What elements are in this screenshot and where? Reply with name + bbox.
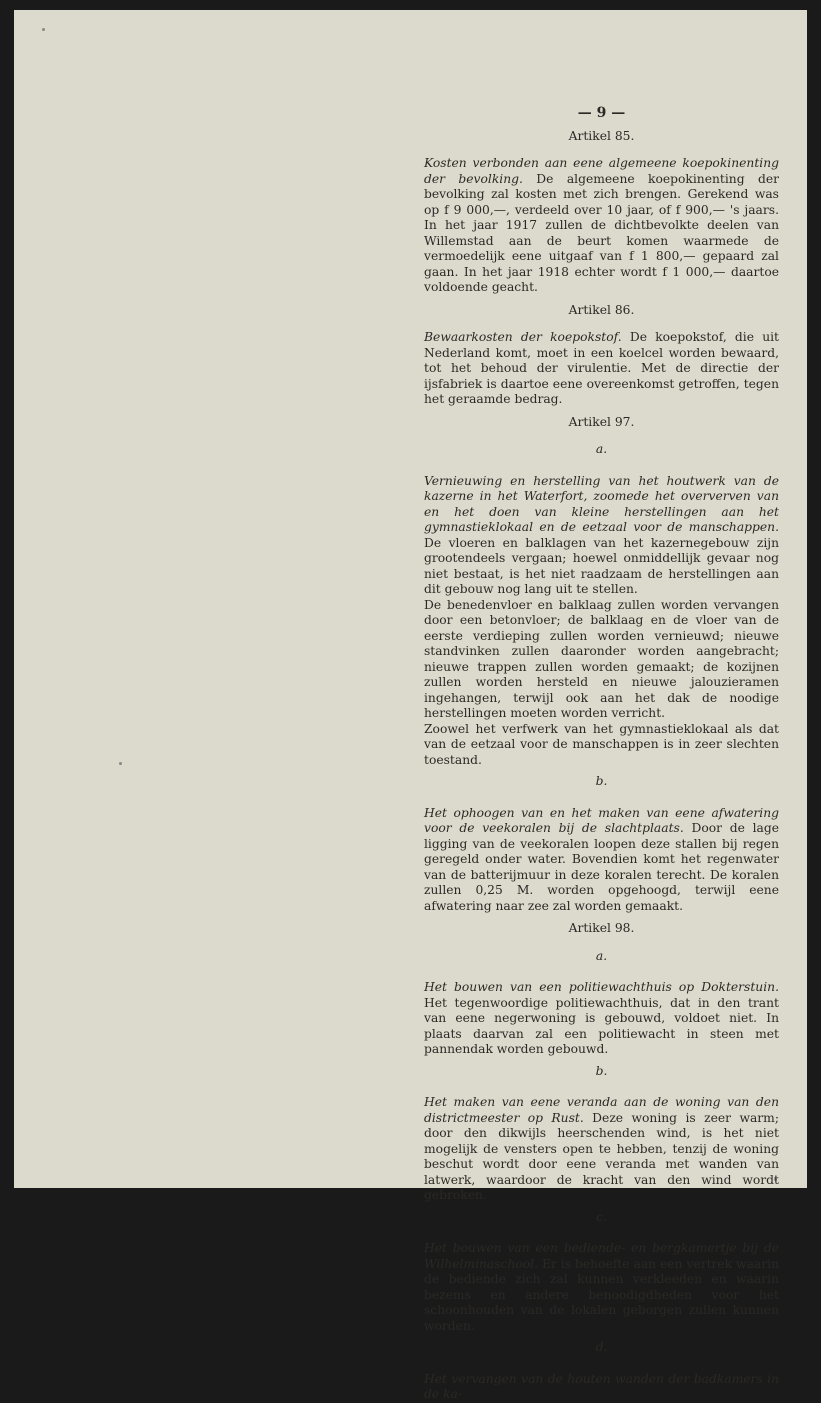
- paragraph-title: Het bouwen van een bediende- en bergkamertje bij de Wilhelminaschool.: [424, 1241, 779, 1271]
- paragraph-title: Kosten verbonden aan eene algemeene koepokinenting der bevolking.: [424, 156, 779, 186]
- paragraph-text: Door de lage ligging van de veekoralen loopen deze stallen bij regen geregeld onder water. Bovendien komt het regenwater van de batterijmuur in deze koralen terecht. De koralen zullen 0,25 M. worden opgehoogd, terwijl eene afwatering naar zee zal worden gemaakt.: [424, 821, 779, 913]
- sub-heading: a.: [595, 948, 608, 963]
- text-column: [424, 106, 779, 1403]
- paragraph-text: De algemeene koepokinenting der bevolking zal kosten met zich brengen. Gerekend was op f 9 000,—, verdeeld over 10 jaar, of f 900,— 's jaars. In het jaar 1917 zullen de dichtbevolkte deelen van Willemstad aan de beurt komen waarmede de vermoedelijk eene uitgaaf van f 1 800,— gepaard zal gaan. In het jaar 1918 echter wordt f 1 000,— daartoe voldoende geacht.: [424, 171, 779, 294]
- article-heading: Artikel 86.: [568, 302, 635, 317]
- paper-speck: [119, 762, 122, 765]
- paragraph-title: Het maken van eene veranda aan de woning van den districtmeester op Rust.: [424, 1095, 779, 1125]
- sub-heading: d.: [595, 1340, 608, 1354]
- sub-heading: c.: [596, 1209, 607, 1224]
- article-heading: Artikel 85.: [568, 128, 635, 143]
- sub-heading: b.: [595, 774, 608, 788]
- paragraph: [424, 330, 779, 408]
- paragraph-title: Bewaarkosten der koepokstof.: [424, 330, 622, 344]
- sub-heading: a.: [595, 442, 608, 456]
- sub-heading: b.: [595, 1063, 608, 1078]
- paragraph: [424, 598, 779, 722]
- paragraph: [424, 1372, 779, 1403]
- paragraph-text: Deze woning is zeer warm; door den dikwijls heerschenden wind, is het niet mogelijk de vensters open te hebben, tenzij de woning beschut wordt door eene veranda met wanden van latwerk, waardoor de kracht van den wind wordt gebroken.: [424, 1110, 779, 1202]
- paragraph-text: Er is behoefte aan een vertrek waarin de bediende zich zal kunnen verkleeden en waarin bezems en andere benoodigdheden voor het schoonhouden van de lokalen geborgen zullen kunnen worden.: [424, 1256, 779, 1333]
- paragraph-title: Het vervangen van de houten wanden der badkamers in de ka-: [424, 1371, 779, 1401]
- paragraph: [424, 722, 779, 769]
- document-page: [14, 10, 807, 1401]
- paragraph: [424, 806, 779, 915]
- paragraph: [424, 1241, 779, 1334]
- article-heading: Artikel 98.: [568, 921, 635, 935]
- paragraph: [424, 1095, 779, 1204]
- paper-speck: [42, 28, 45, 31]
- paragraph-text: Zoowel het verfwerk van het gymnastieklokaal als dat van de eetzaal voor de manschappen is in zeer slechten toestand.: [424, 721, 779, 767]
- paragraph-text: De vloeren en balklagen van het kazernegebouw zijn grootendeels vergaan; hoewel onmiddellijk gevaar nog niet bestaat, is het niet raadzaam de herstellingen aan dit gebouw nog lang uit te stellen.: [424, 535, 779, 596]
- page-number: — 9 —: [577, 105, 626, 121]
- paragraph-title: Het bouwen van een politiewachthuis op Dokterstuin.: [424, 980, 779, 994]
- paragraph: [424, 156, 779, 296]
- paragraph-title: Het ophoogen van en het maken van eene afwatering voor de veekoralen bij de slachtplaats.: [424, 805, 779, 835]
- paragraph-title: Vernieuwing en herstelling van het houtwerk van de kazerne in het Waterfort, zoomede het oververven van en het doen van kleine herstellingen aan het gymnastieklokaal en de eetzaal voor de manschappen.: [424, 473, 779, 534]
- paragraph-text: De benedenvloer en balklaag zullen worden vervangen door een betonvloer; de balklaag en de vloer van de eerste verdieping zullen worden vernieuwd; nieuwe standvinken zullen daaronder worden aangebracht; nieuwe trappen zullen worden gemaakt; de kozijnen zullen worden hersteld en nieuwe jalouzieramen ingehangen, terwijl ook aan het dak de noodige herstellingen moeten worden verricht.: [424, 597, 779, 720]
- paragraph-text: De koepokstof, die uit Nederland komt, moet in een koelcel worden bewaard, tot het behoud der virulentie. Met de directie der ijsfabriek is daartoe eene overeenkomst getroffen, tegen het geraamde bedrag.: [424, 330, 779, 406]
- paragraph: [424, 980, 779, 1058]
- paragraph: [424, 474, 779, 598]
- article-heading: Artikel 97.: [568, 414, 635, 429]
- paragraph-text: Het tegenwoordige politiewachthuis, dat in den trant van eene negerwoning is gebouwd, voldoet niet. In plaats daarvan zal een politiewacht in steen met pannendak worden gebouwd.: [424, 995, 779, 1056]
